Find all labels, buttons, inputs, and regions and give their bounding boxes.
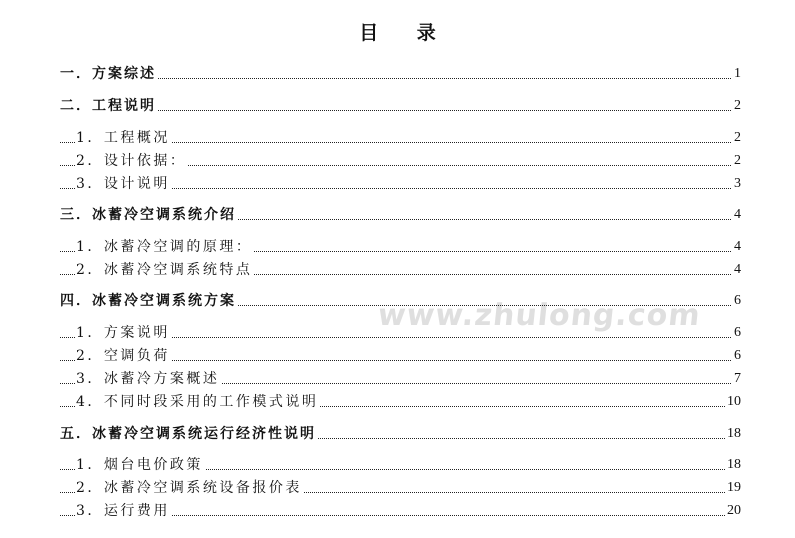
toc-entry-section-3[interactable] bbox=[0, 205, 795, 225]
toc-entry-page-number: 3 bbox=[732, 174, 741, 194]
dot-leader bbox=[60, 78, 737, 79]
toc-entry-label: 3．运行费用 bbox=[76, 503, 170, 519]
toc-entry-2-3[interactable] bbox=[0, 174, 795, 194]
toc-entry-4-2[interactable] bbox=[0, 346, 795, 366]
toc-entry-4-1[interactable] bbox=[0, 323, 795, 343]
toc-entry-label: 2．冰蓄冷空调系统设备报价表 bbox=[76, 480, 302, 496]
toc-entry-page-number: 6 bbox=[732, 323, 741, 343]
toc-entry-page-number: 19 bbox=[725, 478, 741, 498]
page-title: 目 录 bbox=[359, 22, 452, 44]
toc-entry-label: 2．冰蓄冷空调系统特点 bbox=[76, 262, 253, 278]
toc-entry-2-1[interactable] bbox=[0, 128, 795, 148]
toc-entry-label: 1．冰蓄冷空调的原理： bbox=[76, 239, 253, 255]
toc-entry-label: 3．冰蓄冷方案概述 bbox=[76, 371, 220, 387]
toc-entry-label: 三．冰蓄冷空调系统介绍 bbox=[60, 207, 236, 223]
toc-entry-section-5[interactable] bbox=[0, 424, 795, 444]
toc-entry-4-4[interactable] bbox=[0, 392, 795, 412]
toc-entry-page-number: 2 bbox=[732, 151, 741, 171]
toc-entry-page-number: 18 bbox=[725, 455, 741, 475]
toc-entry-page-number: 6 bbox=[732, 291, 741, 311]
toc-entry-page-number: 1 bbox=[732, 64, 741, 84]
toc-entry-label: 二．工程说明 bbox=[60, 98, 156, 114]
toc-entry-label: 2．空调负荷 bbox=[76, 348, 170, 364]
toc-entry-page-number: 10 bbox=[725, 392, 741, 412]
toc-entry-page-number: 2 bbox=[732, 96, 741, 116]
dot-leader bbox=[60, 110, 737, 111]
toc-entry-label: 3．设计说明 bbox=[76, 176, 170, 192]
toc-entry-label: 一．方案综述 bbox=[60, 66, 156, 82]
toc-entry-5-3[interactable] bbox=[0, 501, 795, 521]
watermark: www.zhulong.com bbox=[376, 298, 703, 333]
toc-entry-label: 2．设计依据： bbox=[76, 153, 187, 169]
toc-entry-5-2[interactable] bbox=[0, 478, 795, 498]
toc-entry-page-number: 4 bbox=[732, 237, 741, 257]
toc-entry-5-1[interactable] bbox=[0, 455, 795, 475]
toc-entry-label: 1．方案说明 bbox=[76, 325, 170, 341]
toc-entry-label: 四．冰蓄冷空调系统方案 bbox=[60, 293, 236, 309]
toc-entry-page-number: 2 bbox=[732, 128, 741, 148]
toc-entry-page-number: 18 bbox=[725, 424, 741, 444]
toc-entry-label: 五．冰蓄冷空调系统运行经济性说明 bbox=[60, 426, 316, 442]
toc-entry-3-2[interactable] bbox=[0, 260, 795, 280]
toc-entry-2-2[interactable] bbox=[0, 151, 795, 171]
toc-entry-3-1[interactable] bbox=[0, 237, 795, 257]
toc-entry-4-3[interactable] bbox=[0, 369, 795, 389]
toc-entry-label: 1．工程概况 bbox=[76, 130, 170, 146]
toc-entry-section-1[interactable] bbox=[0, 64, 795, 84]
toc-entry-page-number: 4 bbox=[732, 205, 741, 225]
toc-entry-page-number: 6 bbox=[732, 346, 741, 366]
toc-entry-page-number: 4 bbox=[732, 260, 741, 280]
toc-entry-label: 1．烟台电价政策 bbox=[76, 457, 203, 473]
toc-entry-label: 4．不同时段采用的工作模式说明 bbox=[76, 394, 319, 410]
toc-entry-section-2[interactable] bbox=[0, 96, 795, 116]
toc-entry-section-4[interactable] bbox=[0, 291, 795, 311]
toc-entry-page-number: 20 bbox=[725, 501, 741, 521]
toc-entry-page-number: 7 bbox=[732, 369, 741, 389]
